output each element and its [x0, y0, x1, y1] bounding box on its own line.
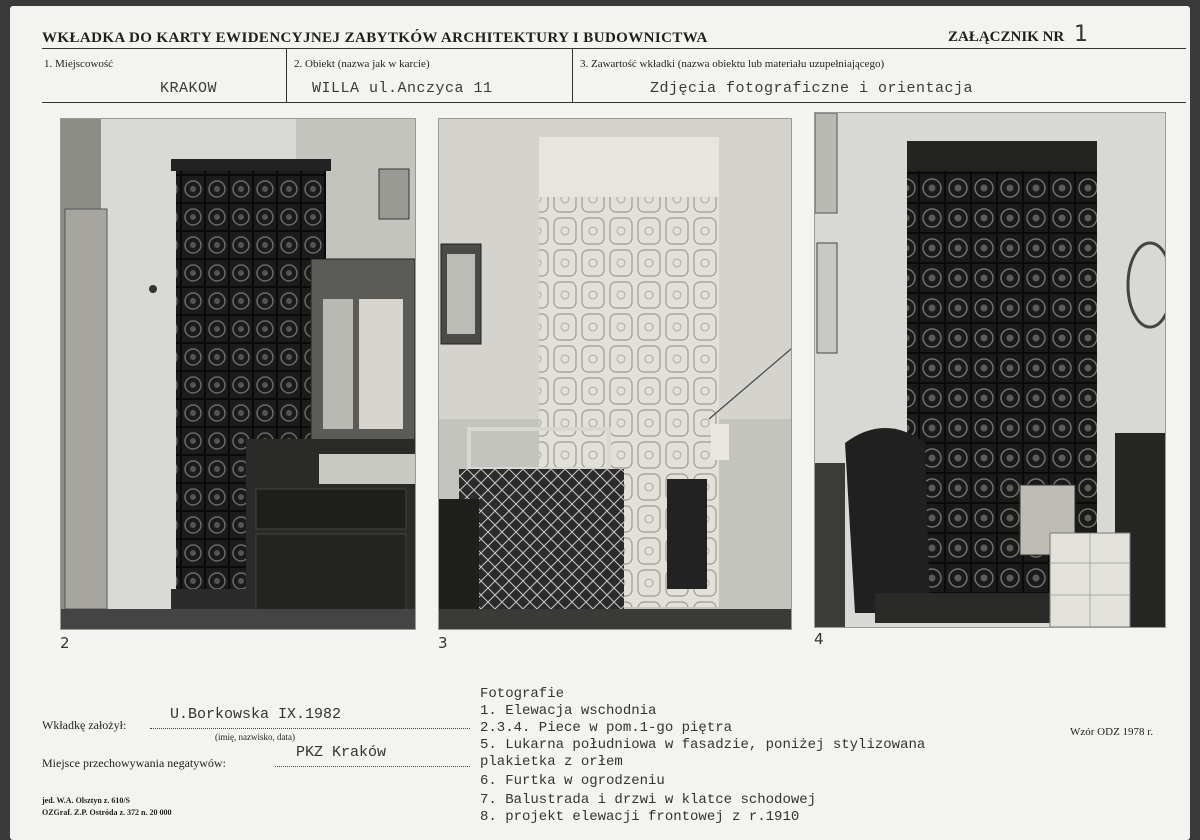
storage-dotline: [275, 766, 470, 767]
header-bottom-rule: [42, 102, 1186, 103]
object-value: WILLA ul.Anczyca 11: [312, 80, 493, 97]
record-sheet: [10, 6, 1190, 840]
locality-label: 1. Miejscowość: [44, 58, 114, 70]
print-line-2: OZGraf. Z.P. Ostróda z. 372 n. 20 000: [42, 808, 172, 817]
founded-hint: (imię, nazwisko, data): [215, 732, 295, 742]
attachment-number: 1: [1074, 22, 1089, 47]
object-label: 2. Obiekt (nazwa jak w karcie): [294, 58, 430, 70]
photo-number-4: 4: [814, 630, 824, 648]
note-6: 6. Furtka w ogrodzeniu: [480, 773, 665, 789]
attachment-label: [948, 22, 1088, 47]
note-2: 2.3.4. Piece w pom.1-go piętra: [480, 720, 733, 736]
print-line-1: jed. W.A. Olsztyn z. 610/S: [42, 796, 131, 805]
form-title: WKŁADKA DO KARTY EWIDENCYJNEJ ZABYTKÓW ARCHITEKTURY I BUDOWNICTWA: [42, 30, 708, 46]
founded-dotline: [150, 728, 470, 729]
note-8: 8. projekt elewacji frontowej z r.1910: [480, 809, 800, 825]
photo-stove-dark-chair: [814, 112, 1166, 628]
photo-number-2: 2: [60, 634, 70, 652]
founded-label: Wkładkę założył:: [42, 718, 127, 732]
content-value: Zdjęcia fotograficzne i orientacja: [650, 80, 974, 97]
photo-stove-white-crib: [438, 118, 792, 630]
header-top-rule: [42, 48, 1186, 49]
header-divider-1: [286, 48, 287, 102]
storage-label: Miejsce przechowywania negatywów:: [42, 756, 226, 770]
header-divider-2: [572, 48, 573, 102]
photo-number-3: 3: [438, 634, 448, 652]
note-5-cont: plakietka z orłem: [480, 754, 623, 770]
photo-stove-dark-cabinet: [60, 118, 416, 630]
storage-value: PKZ Kraków: [296, 744, 387, 761]
locality-value: KRAKOW: [160, 80, 218, 97]
content-label: 3. Zawartość wkładki (nazwa obiektu lub materiału uzupełniającego): [580, 58, 885, 70]
notes-heading: Fotografie: [480, 686, 565, 702]
note-1: 1. Elewacja wschodnia: [480, 703, 657, 719]
attachment-label-text: ZAŁĄCZNIK NR: [948, 29, 1065, 45]
note-7: 7. Balustrada i drzwi w klatce schodowej: [480, 792, 817, 808]
note-5: 5. Lukarna południowa w fasadzie, poniżej stylizowana: [480, 737, 926, 753]
founded-value: U.Borkowska IX.1982: [170, 706, 342, 723]
form-reference: Wzór ODZ 1978 r.: [1070, 726, 1154, 738]
